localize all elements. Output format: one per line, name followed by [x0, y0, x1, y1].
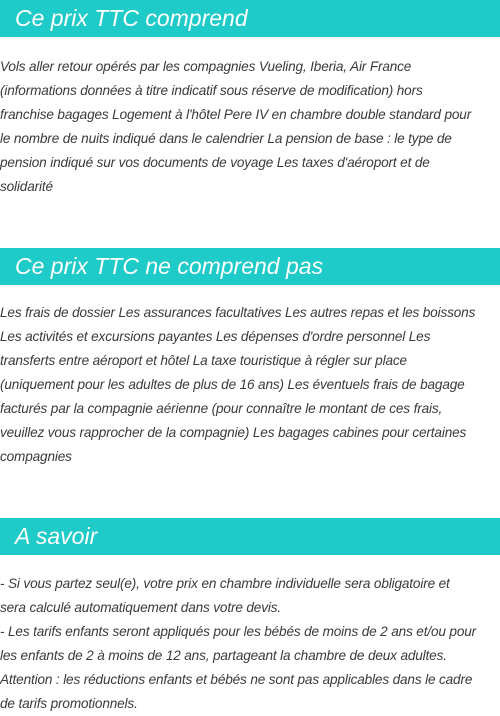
- text-line: compagnies: [0, 449, 72, 464]
- text-line: solidarité: [0, 179, 53, 194]
- text-line: - Les tarifs enfants seront appliqués pour les bébés de moins de 2 ans et/ou pour: [0, 624, 477, 639]
- text-line: (uniquement pour les adultes de plus de 16 ans) Les éventuels frais de bagage: [0, 377, 465, 392]
- text-line: veuillez vous rapprocher de la compagnie) Les bagages cabines pour certaines: [0, 425, 467, 440]
- text-line: facturés par la compagnie aérienne (pour connaître le montant de ces frais,: [0, 401, 443, 416]
- section-title-includes: Ce prix TTC comprend: [0, 0, 500, 37]
- text-line: le nombre de nuits indiqué dans le calendrier La pension de base : le type de: [0, 131, 452, 146]
- text-line: de tarifs promotionnels.: [0, 696, 138, 711]
- section-title-excludes: Ce prix TTC ne comprend pas: [0, 248, 500, 285]
- section-body-includes: [0, 55, 500, 199]
- text-line: Vols aller retour opérés par les compagnies Vueling, Iberia, Air France: [0, 59, 412, 74]
- text-line: les enfants de 2 à moins de 12 ans, partageant la chambre de deux adultes.: [0, 648, 447, 663]
- text-line: - Si vous partez seul(e), votre prix en chambre individuelle sera obligatoire et: [0, 576, 450, 591]
- text-line: franchise bagages Logement à l'hôtel Pere IV en chambre double standard pour: [0, 107, 472, 122]
- text-line: (informations données à titre indicatif sous réserve de modification) hors: [0, 83, 423, 98]
- text-line: Attention : les réductions enfants et bébés ne sont pas applicables dans le cadre: [0, 672, 473, 687]
- text-line: Les frais de dossier Les assurances facultatives Les autres repas et les boissons: [0, 305, 476, 320]
- section-body-good-to-know: [0, 572, 500, 716]
- section-title-good-to-know: A savoir: [0, 518, 500, 555]
- text-line: transferts entre aéroport et hôtel La taxe touristique à régler sur place: [0, 353, 407, 368]
- text-line: pension indiqué sur vos documents de voyage Les taxes d'aéroport et de: [0, 155, 430, 170]
- text-line: sera calculé automatiquement dans votre devis.: [0, 600, 281, 615]
- section-body-excludes: [0, 301, 500, 469]
- text-line: Les activités et excursions payantes Les dépenses d'ordre personnel Les: [0, 329, 431, 344]
